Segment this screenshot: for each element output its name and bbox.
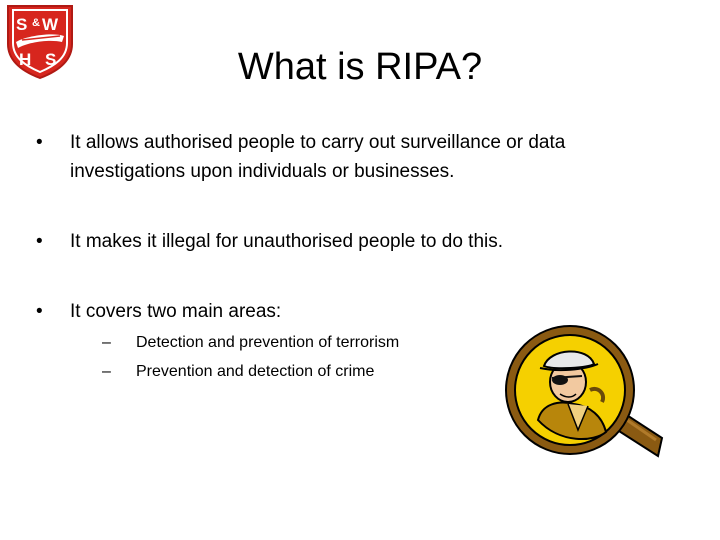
sub-bullet-text: Detection and prevention of terrorism bbox=[136, 334, 400, 351]
detective-magnifying-glass-icon bbox=[498, 320, 668, 465]
crest-letter-s2: S bbox=[45, 50, 57, 69]
school-crest-icon bbox=[2, 2, 78, 80]
bullet-text: It allows authorised people to carry out surveillance or data investigations upon individuals or businesses. bbox=[70, 132, 566, 182]
crest-ampersand: & bbox=[32, 17, 40, 29]
bullet-marker: • bbox=[36, 132, 43, 153]
sub-bullet-marker: – bbox=[102, 334, 111, 351]
crest-letter-h: H bbox=[19, 50, 32, 69]
bullet-marker: • bbox=[36, 231, 43, 252]
bullet-text: It makes it illegal for unauthorised people to do this. bbox=[70, 231, 504, 252]
sub-bullet-marker: – bbox=[102, 363, 111, 380]
crest-letter-w: W bbox=[42, 15, 59, 34]
crest-letter-s1: S bbox=[16, 15, 28, 34]
bullet-text: It covers two main areas: bbox=[70, 301, 282, 322]
bullet-marker: • bbox=[36, 301, 43, 322]
sub-bullet-text: Prevention and detection of crime bbox=[136, 363, 375, 380]
slide-title: What is RIPA? bbox=[237, 46, 483, 88]
